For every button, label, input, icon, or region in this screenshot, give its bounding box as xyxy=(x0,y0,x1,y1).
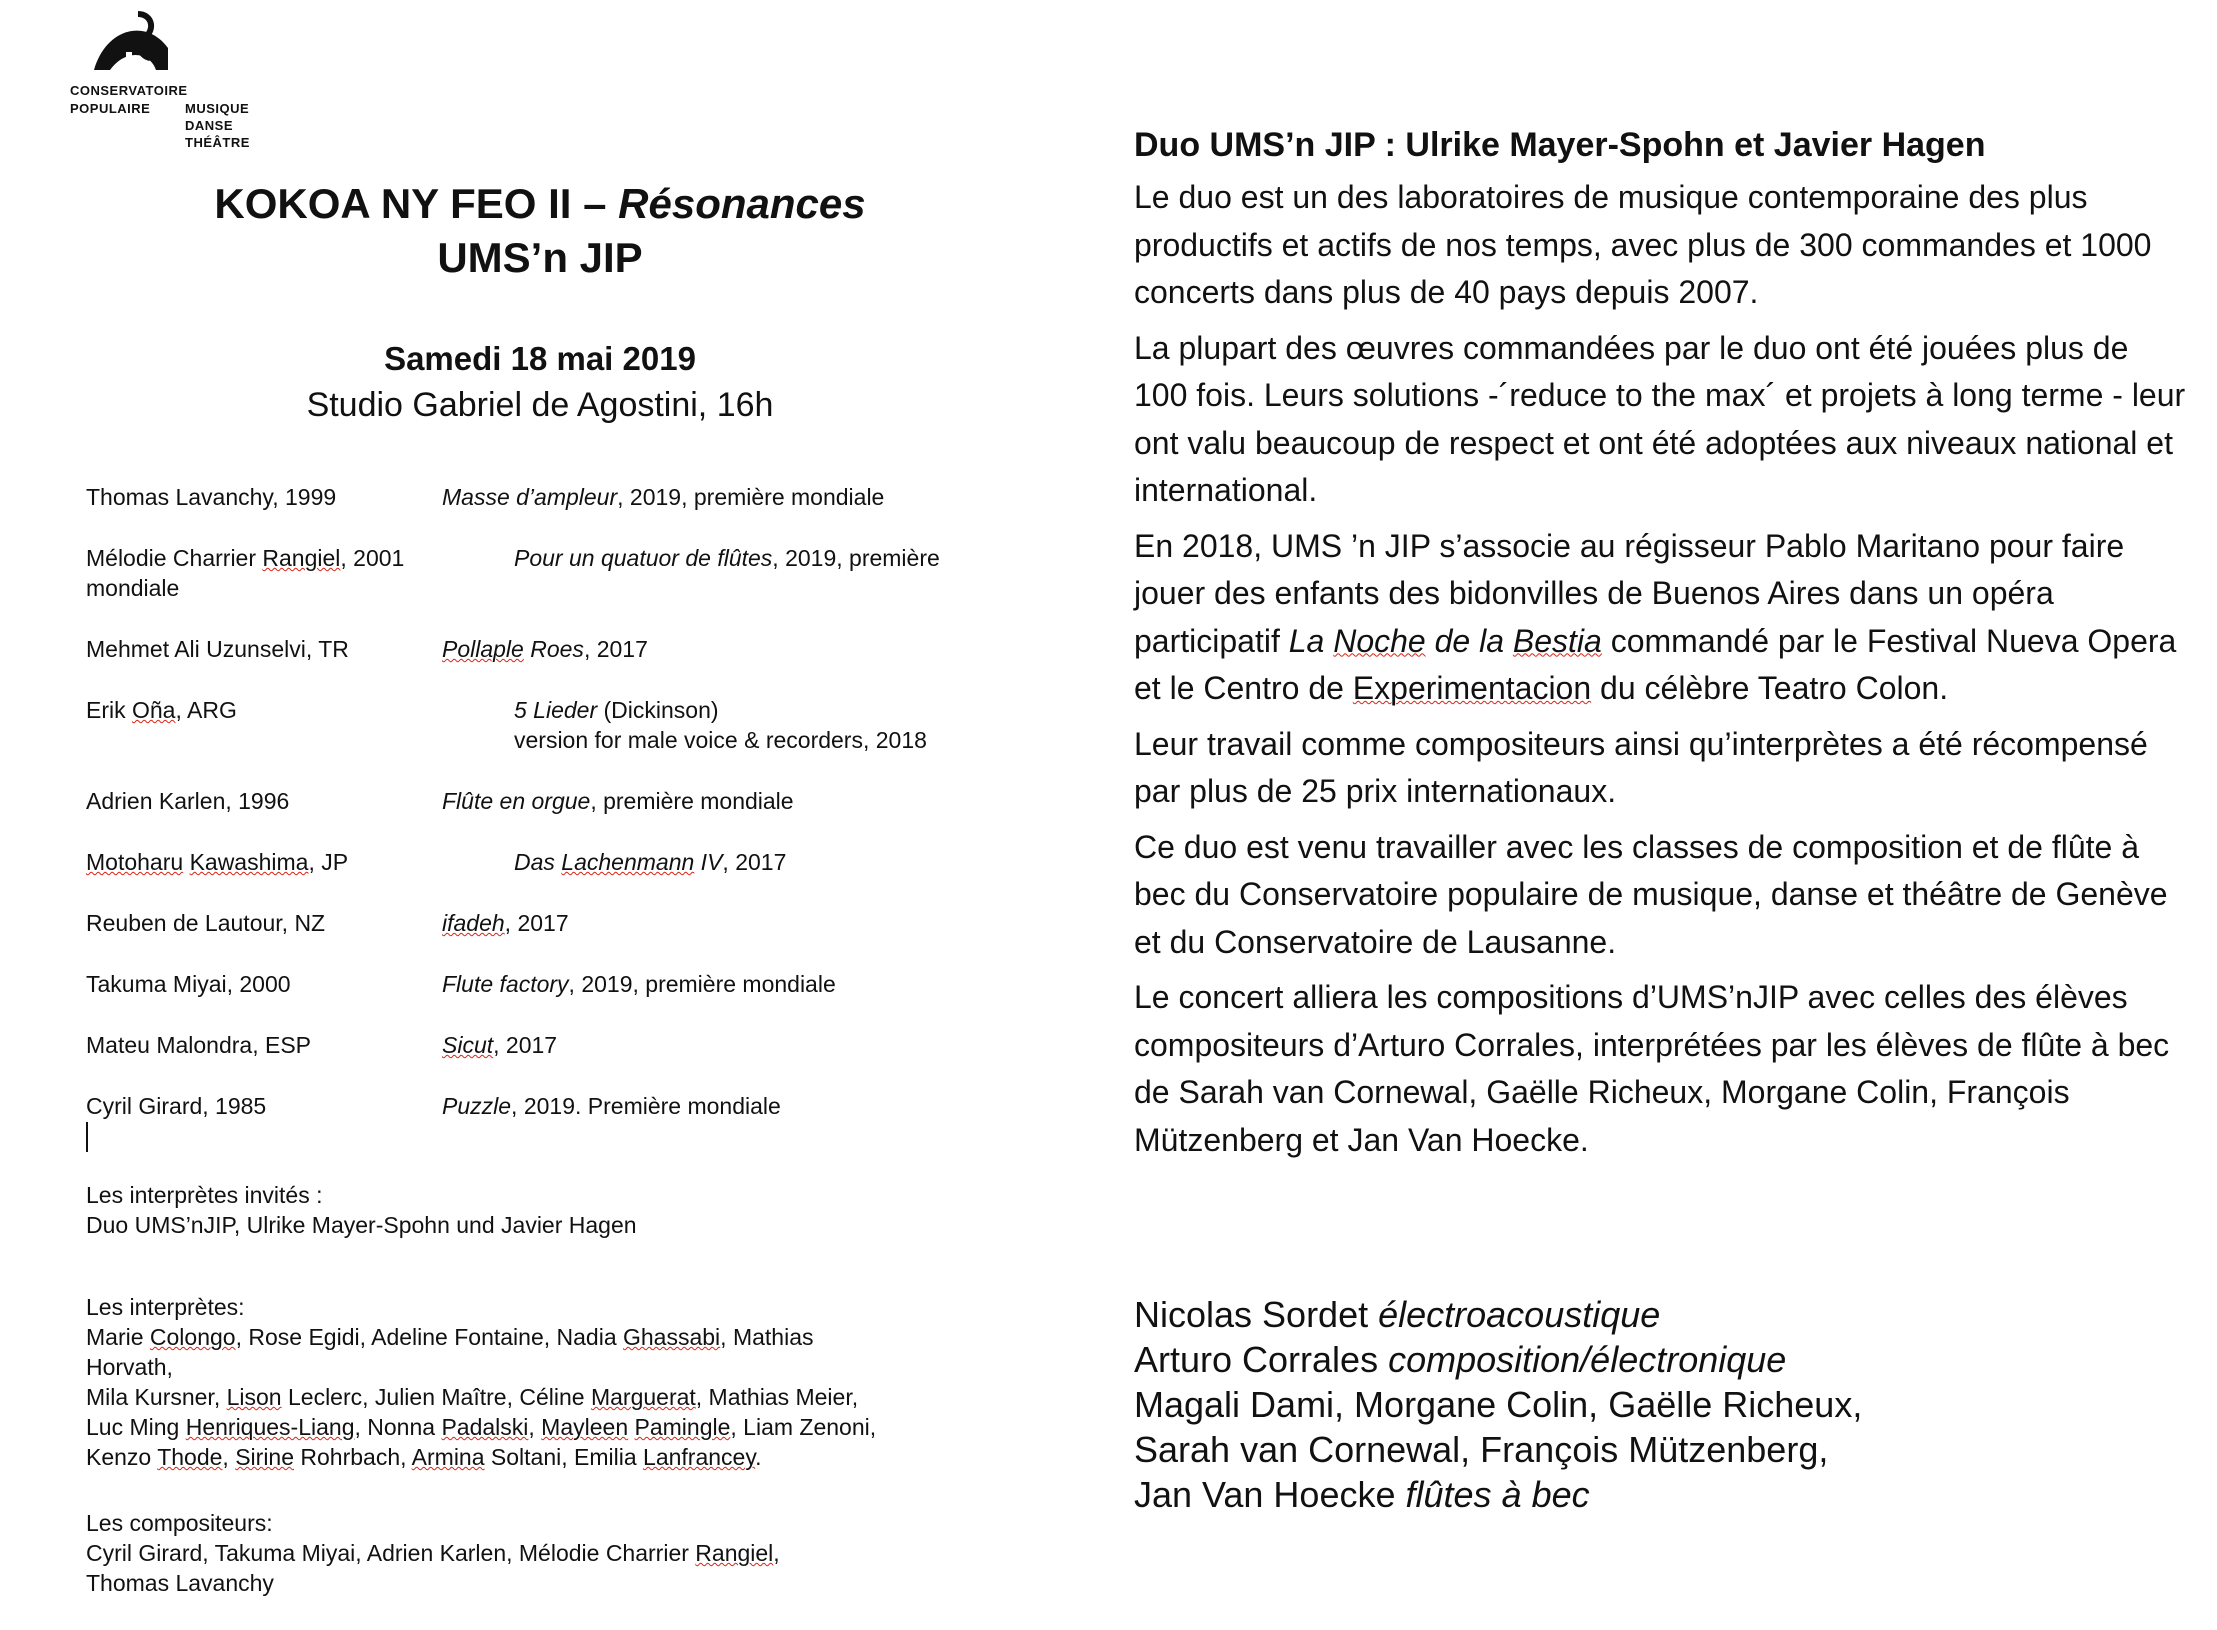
program-item: Mehmet Ali Uzunselvi, TR Pollaple Roes, 2017 xyxy=(86,636,648,662)
program-item: Mélodie Charrier Rangiel, 2001 mondiale Pour un quatuor de flûtes, 2019, première xyxy=(86,545,940,601)
guest-performers: Les interprètes invités : Duo UMS’nJIP, Ulrike Mayer-Spohn und Javier Hagen xyxy=(86,1182,637,1238)
program-item: Motoharu Kawashima, JP Das Lachenmann IV, 2017 xyxy=(86,849,787,875)
duo-description xyxy=(1134,124,2186,1164)
performers-list: Les interprètes: Marie Colongo, Rose Egidi, Adeline Fontaine, Nadia Ghassabi, Mathias Horvath, Mila Kursner, Lison Leclerc, Julien Maître, Céline Marguerat, Mathias Meier, Luc Ming Henriques-Liang, Nonna Padalski, Mayleen Pamingle, Liam Zenoni, Kenzo Thode, Sirine Rohrbach, Armina Soltani, Emilia Lanfrancey. xyxy=(86,1294,877,1470)
logo-mark-icon xyxy=(86,8,176,80)
conservatoire-logo xyxy=(68,8,288,148)
paragraph: Leur travail comme compositeurs ainsi qu’interprètes a été récompensé par plus de 25 prix internationaux. xyxy=(1134,725,2148,809)
program-item: Thomas Lavanchy, 1999 Masse d’ampleur, 2019, première mondiale xyxy=(86,484,885,510)
program-item: Cyril Girard, 1985 Puzzle, 2019. Première mondiale xyxy=(86,1093,781,1119)
program-list xyxy=(86,482,1026,1152)
text-cursor xyxy=(86,1122,88,1152)
concert-venue: Studio Gabriel de Agostini, 16h xyxy=(306,386,774,424)
concert-title: KOKOA NY FEO II – Résonances xyxy=(214,180,866,227)
program-item: Reuben de Lautour, NZ ifadeh, 2017 xyxy=(86,910,569,936)
concert-subtitle: UMS’n JIP xyxy=(437,234,643,281)
program-item: Erik Oña, ARG 5 Lieder (Dickinson) version for male voice & recorders, 2018 xyxy=(86,697,927,753)
program-item: Takuma Miyai, 2000 Flute factory, 2019, première mondiale xyxy=(86,971,836,997)
paragraph: En 2018, UMS ’n JIP s’associe au régisseur Pablo Maritano pour faire jouer des enfants des bidonvilles de Buenos Aires dans un opéra participatif La Noche de la Bestia commandé par le Festival Nueva Opera et le Centro de Experimentacion du célèbre Teatro Colon. xyxy=(1134,527,2177,706)
composers-list: Les compositeurs: Cyril Girard, Takuma Miyai, Adrien Karlen, Mélodie Charrier Rangiel, Thomas Lavanchy xyxy=(86,1510,780,1596)
program-item: Mateu Malondra, ESP Sicut, 2017 xyxy=(86,1032,558,1058)
logo-text-disciplines: MUSIQUE DANSE THÉÂTRE xyxy=(185,101,250,150)
duo-heading: Duo UMS’n JIP : Ulrike Mayer-Spohn et Javier Hagen xyxy=(1134,126,1986,164)
paragraph: Ce duo est venu travailler avec les classes de composition et de flûte à bec du Conservatoire populaire de musique, danse et théâtre de Genève et du Conservatoire de Lausanne. xyxy=(1134,828,2168,960)
credits-list: Nicolas Sordet électroacoustique Arturo Corrales composition/électronique Magali Dami, Morgane Colin, Gaëlle Richeux, Sarah van Cornewal, François Mützenberg, Jan Van Hoecke flûtes à bec xyxy=(1134,1294,1863,1515)
program-item: Adrien Karlen, 1996 Flûte en orgue, première mondiale xyxy=(86,788,794,814)
logo-text: CONSERVATOIRE xyxy=(70,83,188,98)
logo-text: POPULAIRE xyxy=(70,101,151,116)
paragraph: Le duo est un des laboratoires de musique contemporaine des plus productifs et actifs de nos temps, avec plus de 300 commandes et 1000 concerts dans plus de 40 pays depuis 2007. xyxy=(1134,179,2152,310)
paragraph: La plupart des œuvres commandées par le duo ont été jouées plus de 100 fois. Leurs solutions -´reduce to the max´ et projets à long terme - leur ont valu beaucoup de respect et ont été adoptées aux niveaux national et international. xyxy=(1134,329,2186,508)
paragraph: Le concert alliera les compositions d’UMS’nJIP avec celles des élèves compositeurs d’Arturo Corrales, interprétées par les élèves de flûte à bec de Sarah van Cornewal, Gaëlle Richeux, Morgane Colin, François Mützenberg et Jan Van Hoecke. xyxy=(1134,979,2170,1158)
concert-date: Samedi 18 mai 2019 xyxy=(384,340,696,377)
